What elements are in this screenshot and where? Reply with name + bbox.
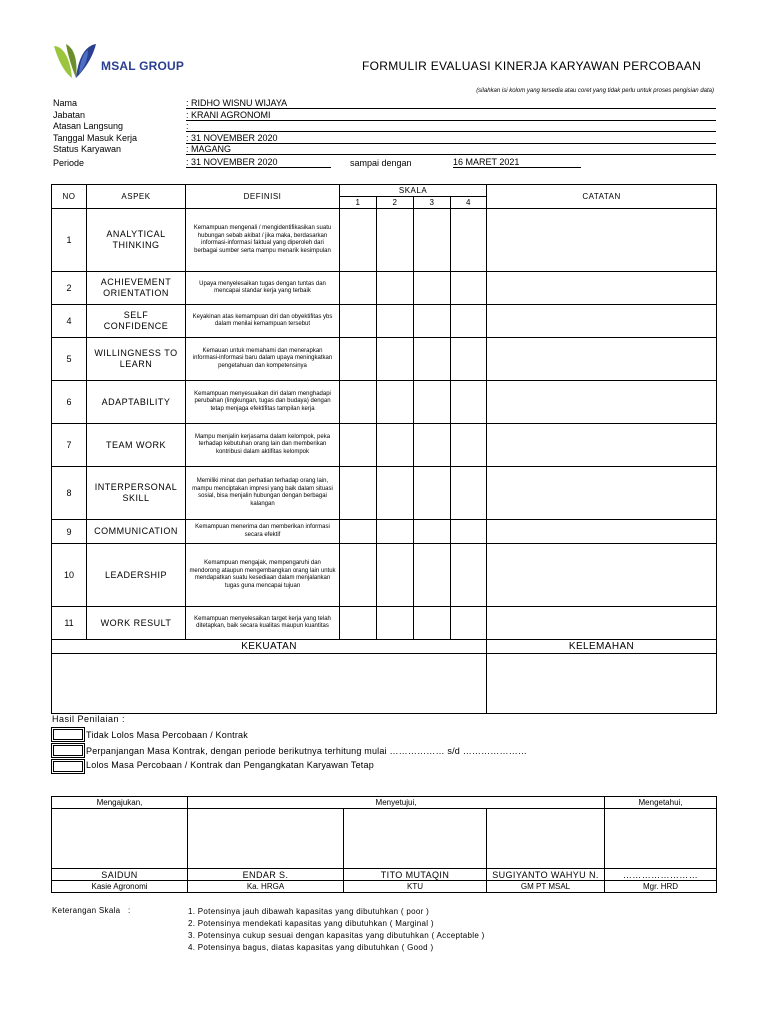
keterangan-item: 4. Potensinya bagus, diatas kapasitas yang dibutuhkan ( Good ) xyxy=(188,943,434,952)
info-label: Jabatan xyxy=(53,109,86,120)
info-row-nama xyxy=(53,98,718,110)
score-cell-4[interactable] xyxy=(451,338,487,381)
header-definisi: DEFINISI xyxy=(186,185,340,209)
score-cell-3[interactable] xyxy=(414,424,451,467)
catatan-cell[interactable] xyxy=(487,544,717,607)
header-skala: SKALA xyxy=(340,185,487,197)
score-cell-1[interactable] xyxy=(340,467,377,520)
score-cell-3[interactable] xyxy=(414,607,451,640)
score-cell-1[interactable] xyxy=(340,520,377,544)
row-no: 4 xyxy=(52,305,87,338)
row-no: 11 xyxy=(52,607,87,640)
header-no: NO xyxy=(52,185,87,209)
score-cell-4[interactable] xyxy=(451,272,487,305)
score-cell-3[interactable] xyxy=(414,338,451,381)
periode-sampai-label: sampai dengan xyxy=(350,157,412,168)
row-definisi: Mampu menjalin kerjasama dalam kelompok, peka terhadap kebutuhan orang lain dan memberikan kontribusi dalam aktifitas kelompok xyxy=(186,424,340,467)
score-cell-3[interactable] xyxy=(414,381,451,424)
hasil-label: Hasil Penilaian : xyxy=(52,714,126,724)
score-cell-2[interactable] xyxy=(377,544,414,607)
mengajukan-label: Mengajukan, xyxy=(52,797,188,809)
mengetahui-label: Mengetahui, xyxy=(605,797,717,809)
signer-name: SUGIYANTO WAHYU N. xyxy=(487,869,605,881)
score-cell-4[interactable] xyxy=(451,424,487,467)
fill-note: (silahkan isi kolom yang tersedia atau coret yang tidak perlu untuk proses pengisian data) xyxy=(476,88,714,94)
row-definisi: Kemampuan mengenali / mengidentifikasikan suatu hubungan sebab akibat / jika maka, berdasarkan informasi-informasi faktual yang diperoleh dari berbagai sumber serta mampu menarik kesimpulan xyxy=(186,209,340,272)
row-definisi: Memiliki minat dan perhatian terhadap orang lain, mampu menciptakan impresi yang baik dalam situasi sosial, bisa menjalin hubungan dengan berbagai kalangan xyxy=(186,467,340,520)
score-cell-3[interactable] xyxy=(414,520,451,544)
score-cell-2[interactable] xyxy=(377,209,414,272)
score-cell-3[interactable] xyxy=(414,305,451,338)
info-value: : 31 NOVEMBER 2020 xyxy=(186,133,716,144)
info-value: : KRANI AGRONOMI xyxy=(186,110,716,121)
score-cell-1[interactable] xyxy=(340,381,377,424)
header-scale-2: 2 xyxy=(377,197,414,209)
signature-table xyxy=(51,796,717,893)
info-row-jabatan xyxy=(53,110,718,122)
score-cell-4[interactable] xyxy=(451,209,487,272)
hasil-checkbox-3[interactable] xyxy=(51,759,85,774)
row-definisi: Keyakinan atas kemampuan diri dan obyektifitas ybs dalam menilai kemampuan tersebut xyxy=(186,305,340,338)
score-cell-3[interactable] xyxy=(414,272,451,305)
row-no: 5 xyxy=(52,338,87,381)
info-row-atasan xyxy=(53,121,718,133)
periode-sampai-value: 16 MARET 2021 xyxy=(453,157,581,168)
info-label: Status Karyawan xyxy=(53,144,122,155)
signature-space[interactable] xyxy=(487,809,605,869)
row-definisi: Kemampuan menyelesaikan target kerja yang telah ditetapkan, baik secara kualitas maupun kuantitas xyxy=(186,607,340,640)
catatan-cell[interactable] xyxy=(487,424,717,467)
row-no: 1 xyxy=(52,209,87,272)
signature-space[interactable] xyxy=(605,809,717,869)
row-aspek: ACHIEVEMENT ORIENTATION xyxy=(87,272,186,305)
catatan-cell[interactable] xyxy=(487,607,717,640)
score-cell-1[interactable] xyxy=(340,544,377,607)
score-cell-2[interactable] xyxy=(377,520,414,544)
row-aspek: INTERPERSONAL SKILL xyxy=(87,467,186,520)
score-cell-4[interactable] xyxy=(451,544,487,607)
employee-info xyxy=(53,98,718,170)
row-aspek: LEADERSHIP xyxy=(87,544,186,607)
signature-space[interactable] xyxy=(344,809,487,869)
row-aspek: ADAPTABILITY xyxy=(87,381,186,424)
score-cell-4[interactable] xyxy=(451,467,487,520)
signature-space[interactable] xyxy=(52,809,188,869)
table-row xyxy=(52,209,717,272)
menyetujui-label: Menyetujui, xyxy=(188,797,605,809)
catatan-cell[interactable] xyxy=(487,305,717,338)
kekuatan-cell[interactable] xyxy=(52,654,487,714)
evaluation-table xyxy=(51,184,717,714)
score-cell-1[interactable] xyxy=(340,607,377,640)
kelemahan-header: KELEMAHAN xyxy=(487,640,717,654)
score-cell-2[interactable] xyxy=(377,338,414,381)
score-cell-1[interactable] xyxy=(340,272,377,305)
signer-name: …………………… xyxy=(605,869,717,881)
row-no: 6 xyxy=(52,381,87,424)
score-cell-2[interactable] xyxy=(377,272,414,305)
signer-name: TITO MUTAQIN xyxy=(344,869,487,881)
hasil-option-1: Tidak Lolos Masa Percobaan / Kontrak xyxy=(86,730,248,740)
table-row xyxy=(52,305,717,338)
row-definisi: Kemampuan menyesuaikan diri dalam menghadapi perubahan (lingkungan, tugas dan budaya) dengan tetap menjaga efektifitas tampilan kerja xyxy=(186,381,340,424)
row-aspek: WORK RESULT xyxy=(87,607,186,640)
score-cell-3[interactable] xyxy=(414,209,451,272)
table-row xyxy=(52,520,717,544)
info-label: Atasan Langsung xyxy=(53,121,124,132)
score-cell-2[interactable] xyxy=(377,467,414,520)
score-cell-4[interactable] xyxy=(451,305,487,338)
row-aspek: SELF CONFIDENCE xyxy=(87,305,186,338)
catatan-cell[interactable] xyxy=(487,520,717,544)
row-definisi: Kemampuan menerima dan memberikan informasi secara efektif xyxy=(186,520,340,544)
row-no: 9 xyxy=(52,520,87,544)
table-row xyxy=(52,381,717,424)
row-aspek: COMMUNICATION xyxy=(87,520,186,544)
info-value: : RIDHO WISNU WIJAYA xyxy=(186,98,716,109)
row-no: 10 xyxy=(52,544,87,607)
catatan-cell[interactable] xyxy=(487,467,717,520)
info-row-tanggal-masuk xyxy=(53,133,718,145)
keterangan-label: Keterangan Skala : xyxy=(52,906,131,915)
score-cell-1[interactable] xyxy=(340,209,377,272)
score-cell-3[interactable] xyxy=(414,467,451,520)
row-definisi: Kemampuan mengajak, mempengaruhi dan mendorong ataupun mengembangkan orang lain untuk mendapatkan suatu kesediaan dalam menjalankan tugas guna mencapai tujuan xyxy=(186,544,340,607)
score-cell-4[interactable] xyxy=(451,607,487,640)
score-cell-1[interactable] xyxy=(340,305,377,338)
signer-title: Mgr. HRD xyxy=(605,881,717,893)
keterangan-item: 3. Potensinya cukup sesuai dengan kapasitas yang dibutuhkan ( Acceptable ) xyxy=(188,931,485,940)
kekuatan-header: KEKUATAN xyxy=(52,640,487,654)
score-cell-2[interactable] xyxy=(377,381,414,424)
score-cell-2[interactable] xyxy=(377,607,414,640)
signer-title: GM PT MSAL xyxy=(487,881,605,893)
hasil-checkbox-2[interactable] xyxy=(51,743,85,758)
signer-title: Kasie Agronomi xyxy=(52,881,188,893)
kelemahan-cell[interactable] xyxy=(487,654,717,714)
info-row-periode xyxy=(53,156,718,170)
info-value: : xyxy=(186,121,716,132)
catatan-cell[interactable] xyxy=(487,209,717,272)
score-cell-2[interactable] xyxy=(377,424,414,467)
score-cell-4[interactable] xyxy=(451,520,487,544)
header-aspek: ASPEK xyxy=(87,185,186,209)
signer-title: KTU xyxy=(344,881,487,893)
page-title: FORMULIR EVALUASI KINERJA KARYAWAN PERCOBAAN xyxy=(362,59,702,73)
table-row xyxy=(52,467,717,520)
hasil-option-2: Perpanjangan Masa Kontrak, dengan periode berikutnya terhitung mulai ……………… s/d ………………… xyxy=(86,746,528,756)
signer-title: Ka. HRGA xyxy=(188,881,344,893)
table-row xyxy=(52,272,717,305)
info-label: Nama xyxy=(53,98,78,108)
row-aspek: WILLINGNESS TO LEARN xyxy=(87,338,186,381)
hasil-option-3: Lolos Masa Percobaan / Kontrak dan Pengangkatan Karyawan Tetap xyxy=(86,760,374,770)
hasil-checkbox-1[interactable] xyxy=(51,727,85,742)
row-no: 2 xyxy=(52,272,87,305)
score-cell-1[interactable] xyxy=(340,424,377,467)
row-aspek: ANALYTICAL THINKING xyxy=(87,209,186,272)
row-definisi: Kemauan untuk memahami dan menerapkan informasi-informasi baru dalam upaya meningkatkan pengetahuan dan kompetensinya xyxy=(186,338,340,381)
table-row xyxy=(52,424,717,467)
table-row xyxy=(52,607,717,640)
header-scale-1: 1 xyxy=(340,197,377,209)
keterangan-item: 2. Potensinya mendekati kapasitas yang dibutuhkan ( Marginal ) xyxy=(188,919,434,928)
info-row-status xyxy=(53,144,718,156)
score-cell-2[interactable] xyxy=(377,305,414,338)
header-catatan: CATATAN xyxy=(487,185,717,209)
table-row xyxy=(52,544,717,607)
info-value: : MAGANG xyxy=(186,144,716,155)
row-no: 8 xyxy=(52,467,87,520)
signature-space[interactable] xyxy=(188,809,344,869)
catatan-cell[interactable] xyxy=(487,338,717,381)
score-cell-1[interactable] xyxy=(340,338,377,381)
keterangan-list xyxy=(188,906,485,954)
catatan-cell[interactable] xyxy=(487,381,717,424)
row-definisi: Upaya menyelesaikan tugas dengan tuntas dan mencapai standar kerja yang terbaik xyxy=(186,272,340,305)
score-cell-4[interactable] xyxy=(451,381,487,424)
header-scale-3: 3 xyxy=(414,197,451,209)
logo-text: MSAL GROUP xyxy=(101,59,185,73)
info-value: : 31 NOVEMBER 2020 xyxy=(186,157,331,168)
msal-logo-icon xyxy=(52,42,98,82)
keterangan-item: 1. Potensinya jauh dibawah kapasitas yang dibutuhkan ( poor ) xyxy=(188,907,430,916)
header-scale-4: 4 xyxy=(451,197,487,209)
row-aspek: TEAM WORK xyxy=(87,424,186,467)
info-label: Tanggal Masuk Kerja xyxy=(53,132,138,143)
table-row xyxy=(52,338,717,381)
catatan-cell[interactable] xyxy=(487,272,717,305)
score-cell-3[interactable] xyxy=(414,544,451,607)
signer-name: ENDAR S. xyxy=(188,869,344,881)
info-label: Periode xyxy=(53,157,85,168)
signer-name: SAIDUN xyxy=(52,869,188,881)
row-no: 7 xyxy=(52,424,87,467)
